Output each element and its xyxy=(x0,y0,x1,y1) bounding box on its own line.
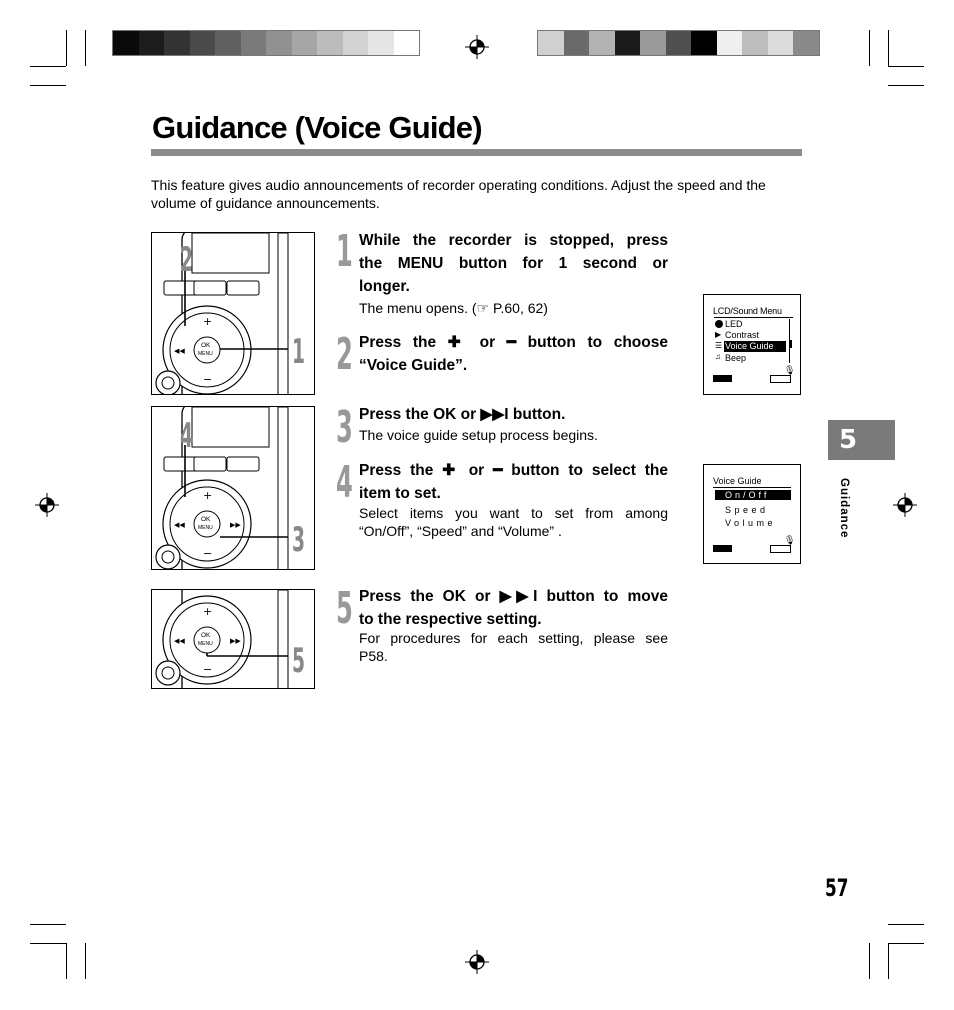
ok-label: OK xyxy=(201,516,211,523)
step-1-heading-line: longer. xyxy=(359,278,410,295)
step-4-body-line: Select items you want to set from among xyxy=(359,505,668,521)
registration-mark-icon xyxy=(35,493,59,517)
calibration-swatch xyxy=(266,31,292,55)
step-2-heading-line: “Voice Guide”. xyxy=(359,357,468,374)
step-4-body-line: “On/Off”, “Speed” and “Volume” . xyxy=(359,523,562,539)
chapter-tab: 5 xyxy=(828,420,895,460)
lcd-1-item-contrast-icon: ▶ xyxy=(715,330,722,339)
calibration-swatch xyxy=(615,31,641,55)
calibration-swatch xyxy=(538,31,564,55)
step-3-body: The voice guide setup process begins. xyxy=(359,427,598,443)
calibration-swatch xyxy=(394,31,420,55)
calibration-swatch xyxy=(368,31,394,55)
plus-label: + xyxy=(203,605,213,618)
step-3-heading: Press the OK or ▶▶I button. xyxy=(359,406,566,423)
lcd-1-item-voice-icon: ☰ xyxy=(715,341,723,350)
minus-label: − xyxy=(203,373,213,386)
lcd-1-item-beep-icon: ♫ xyxy=(715,352,721,361)
lcd-1-item: Contrast xyxy=(725,330,760,340)
plus-label: + xyxy=(203,315,213,328)
calibration-swatch xyxy=(717,31,743,55)
lcd-1-item-selected: Voice Guide xyxy=(724,341,786,352)
svg-text:▶▶: ▶▶ xyxy=(230,637,241,645)
section-side-label: Guidance xyxy=(838,478,850,539)
step-1-heading xyxy=(359,229,668,298)
calibration-swatch xyxy=(793,31,819,55)
step-4-heading-line: Press the ✚ or ━ button to select the xyxy=(359,462,668,479)
svg-text:▶▶: ▶▶ xyxy=(230,521,241,529)
svg-text:◀◀: ◀◀ xyxy=(174,347,185,355)
calibration-swatch xyxy=(768,31,794,55)
calibration-bar-right xyxy=(537,30,820,56)
step-5-heading-line: Press the OK or ▶▶I button to move xyxy=(359,588,668,605)
title-rule xyxy=(151,149,802,156)
recorder-figure-2 xyxy=(151,406,315,570)
page-number: 57 xyxy=(825,874,849,902)
step-5-body-line: For procedures for each setting, please see xyxy=(359,630,668,646)
step-1-heading-line: While the recorder is stopped, press xyxy=(359,232,668,249)
callout-5: 5 xyxy=(292,642,306,681)
calibration-swatch xyxy=(640,31,666,55)
calibration-swatch xyxy=(164,31,190,55)
lcd-2-title: Voice Guide xyxy=(713,476,762,486)
step-4-heading xyxy=(359,459,668,505)
step-number-1: 1 xyxy=(336,226,353,277)
ok-label: OK xyxy=(201,632,211,639)
calibration-swatch xyxy=(343,31,369,55)
svg-text:◀◀: ◀◀ xyxy=(174,521,185,529)
step-5-heading-line: to the respective setting. xyxy=(359,611,542,628)
menu-label: MENU xyxy=(198,351,213,357)
step-5-body xyxy=(359,629,668,665)
minus-label: − xyxy=(203,547,213,560)
calibration-swatch xyxy=(215,31,241,55)
step-4-heading-line: item to set. xyxy=(359,485,441,502)
calibration-swatch xyxy=(139,31,165,55)
lcd-2-item-selected: On/Off xyxy=(715,490,791,500)
battery-icon xyxy=(713,375,732,382)
step-number-4: 4 xyxy=(336,457,353,508)
recorder-figure-3 xyxy=(151,589,315,689)
page-title: Guidance (Voice Guide) xyxy=(152,110,482,145)
svg-text:◀◀: ◀◀ xyxy=(174,637,185,645)
lcd-sound-menu-screen xyxy=(703,294,801,395)
callout-2: 2 xyxy=(180,241,194,280)
recorder-figure-1 xyxy=(151,232,315,395)
plus-label: + xyxy=(203,489,213,502)
step-number-5: 5 xyxy=(336,583,353,634)
callout-3: 3 xyxy=(292,521,306,560)
mic-icon: 🎙 xyxy=(784,535,796,545)
ok-label: OK xyxy=(201,342,211,349)
intro-paragraph: This feature gives audio announcements of recorder operating conditions. Adjust the speed and the volume of guidance announcements. xyxy=(151,177,766,211)
lcd-1-item: LED xyxy=(725,319,743,329)
calibration-bar-left xyxy=(112,30,420,56)
calibration-swatch xyxy=(589,31,615,55)
calibration-swatch xyxy=(292,31,318,55)
calibration-swatch xyxy=(317,31,343,55)
minus-label: − xyxy=(203,663,213,676)
lcd-voice-guide-screen xyxy=(703,464,801,564)
registration-mark-icon xyxy=(893,493,917,517)
lcd-1-item: Beep xyxy=(725,353,747,363)
calibration-swatch xyxy=(666,31,692,55)
calibration-swatch xyxy=(742,31,768,55)
callout-4: 4 xyxy=(180,417,194,456)
registration-mark-icon xyxy=(465,35,489,59)
menu-label: MENU xyxy=(198,525,213,531)
step-5-body-line: P58. xyxy=(359,648,388,664)
lcd-2-item: Volume xyxy=(725,518,777,528)
calibration-swatch xyxy=(190,31,216,55)
lcd-2-item: Speed xyxy=(725,505,769,515)
step-2-heading-line: Press the ✚ or ━ button to choose xyxy=(359,334,668,351)
battery-icon xyxy=(713,545,732,552)
calibration-swatch xyxy=(241,31,267,55)
step-5-heading xyxy=(359,585,668,631)
step-number-3: 3 xyxy=(336,402,353,453)
lcd-1-title: LCD/Sound Menu xyxy=(713,306,782,316)
calibration-swatch xyxy=(564,31,590,55)
step-1-heading-line: the MENU button for 1 second or xyxy=(359,255,668,272)
step-4-body xyxy=(359,504,668,540)
callout-1: 1 xyxy=(292,333,306,372)
calibration-swatch xyxy=(691,31,717,55)
step-number-2: 2 xyxy=(336,329,353,380)
registration-mark-icon xyxy=(465,950,489,974)
lcd-1-item-led-icon xyxy=(715,320,723,328)
mic-icon: 🎙 xyxy=(784,365,796,375)
step-1-body: The menu opens. (☞ P.60, 62) xyxy=(359,300,548,316)
menu-label: MENU xyxy=(198,641,213,647)
calibration-swatch xyxy=(113,31,139,55)
step-2-heading xyxy=(359,331,668,377)
